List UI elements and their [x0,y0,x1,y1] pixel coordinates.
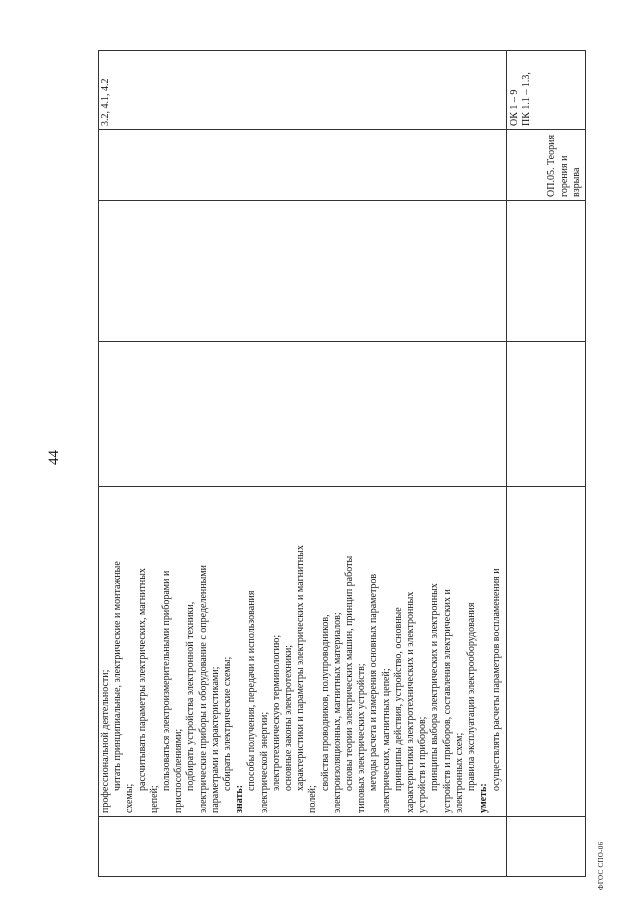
page-number: 44 [46,450,62,465]
content-line: приспособлениями; [173,728,185,813]
discipline-name-cell [507,130,586,201]
table-row-2 [507,51,586,877]
content-line: методы расчета и измерения основных параметров [368,573,380,791]
empty-cell [507,201,586,342]
content-line: основные законы электротехники; [283,644,295,791]
competency-line: ПК 1.1 – 1.3, [521,72,533,126]
content-line: подбирать устройства электронной техники, [185,601,197,791]
empty-cell [507,487,586,817]
content-line: знать: [234,784,246,813]
competency-cell-top [99,51,507,130]
content-line: типовых электрических устройств; [356,663,368,813]
content-line: электрические приборы и оборудование с определенными [197,564,209,813]
footer-label: ФГОС СПО-06 [597,841,605,890]
content-line: принципы выбора электрических и электронных [429,583,441,791]
content-line: электронных схем; [453,732,465,813]
empty-cell [507,817,586,877]
content-line: собирать электрические схемы; [222,656,234,791]
content-line: рассчитывать параметры электрических, магнитных [136,568,148,791]
content-line: осуществлять расчеты параметров воспламенения и [490,568,502,791]
content-cell [99,487,507,817]
index-cell [99,817,507,877]
content-line: правила эксплуатации электрооборудования [466,602,478,791]
table-row-1 [99,51,507,877]
content-line: основы теории электрических машин, принцип работы [344,555,356,791]
competency-line: 3.2, 4.1, 4.2 [100,78,111,126]
content-line: электроизоляционных, магнитных материалов; [331,612,343,813]
content-line: устройств и приборов; [417,716,429,813]
competency-cell-bottom [507,51,586,130]
content-line: параметрами и характеристиками; [209,666,221,813]
curriculum-table [98,50,586,877]
content-line: электрической энергии; [258,711,270,813]
content-line: характеристики электротехнических и электронных [405,591,417,813]
content-line: электрических, магнитных цепей; [380,668,392,813]
content-line: полей; [307,785,319,813]
discipline-line: горения и взрыва [558,155,582,197]
content-line: схемы; [124,783,136,813]
hours-cell [99,342,507,487]
content-line: цепей; [148,785,160,813]
content-line: способы получения, передачи и использования [246,590,258,791]
content-line: уметь: [478,783,490,813]
content-line: свойства проводников, полупроводников, [319,614,331,791]
content-line: профессиональной деятельности; [100,669,111,813]
content-line: читать принципиальные, электрические и монтажные [112,561,124,791]
content-line: принципы действия, устройство, основные [392,607,404,791]
competency-line: ОК 1 – 9 [509,89,520,126]
empty-cell [507,342,586,487]
content-line: устройств и приборов, составления электрических и [441,589,453,813]
hours-cell-2 [99,201,507,342]
content-line: характеристики и параметры электрических и магнитных [295,545,307,791]
content-line: электротехническую терминологию; [270,634,282,791]
discipline-line: ОП.05. Теория [546,134,558,197]
content-line: пользоваться электроизмерительными приборами и [161,570,173,791]
discipline-cell [99,130,507,201]
